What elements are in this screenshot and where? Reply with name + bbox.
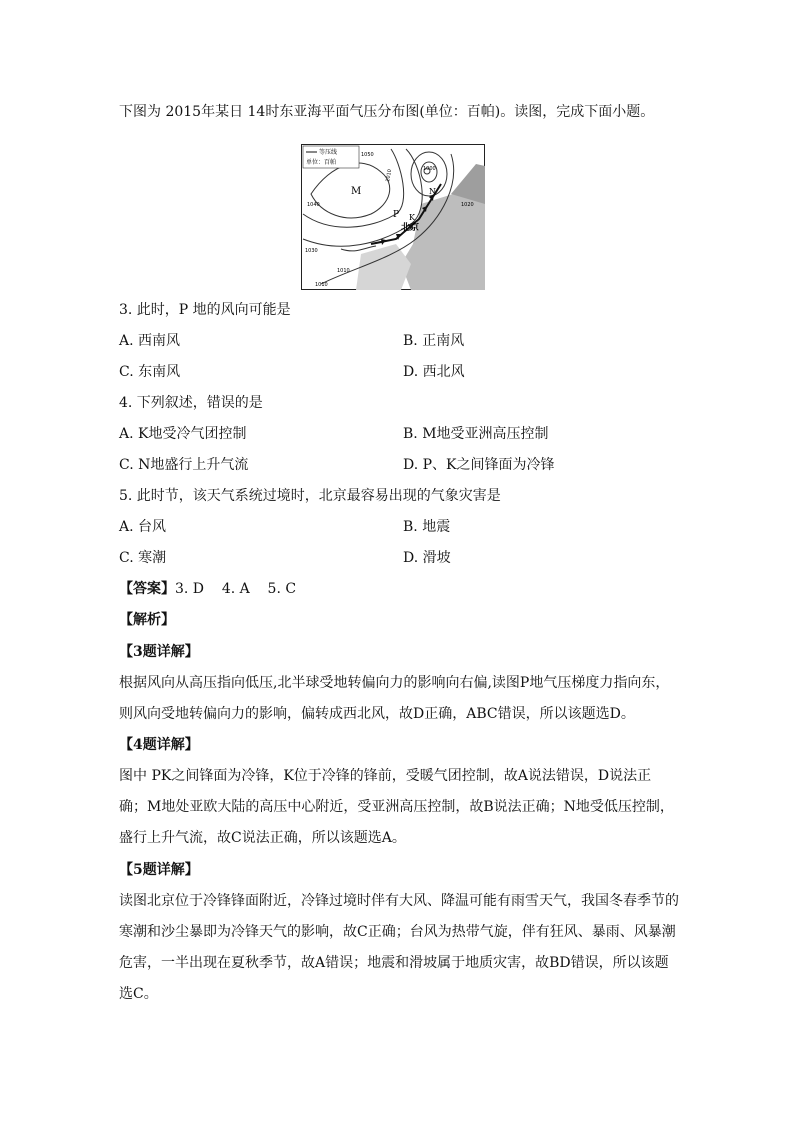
question-4-option-c: C. N地盛行上升气流 <box>119 457 249 473</box>
question-5-option-b: B. 地震 <box>403 519 451 535</box>
question-4-option-d: D. P、K之间锋面为冷锋 <box>403 457 555 473</box>
point-p: P <box>393 210 400 220</box>
question-4-option-b: B. M地受亚洲高压控制 <box>403 426 549 442</box>
question-3-option-c: C. 东南风 <box>119 364 181 380</box>
question-3-option-a: A. 西南风 <box>119 333 181 349</box>
detail-4-title: 【4题详解】 <box>119 737 199 753</box>
answer-line <box>119 579 296 599</box>
question-5-option-c: C. 寒潮 <box>119 550 167 566</box>
question-3-stem: 3. 此时，P 地的风向可能是 <box>119 302 291 318</box>
isobar-1010-a: 1010 <box>385 168 394 183</box>
point-n: N <box>429 187 436 196</box>
isobar-1010-c: 1010 <box>315 282 328 288</box>
isobar-1010-b: 1010 <box>337 268 350 274</box>
detail-3-text: 根据风向从高压指向低压,北半球受地转偏向力的影响向右偏,读图P地气压梯度力指向东，则风向受地转偏向力的影响，偏转成西北风，故D正确，ABC错误，所以该题选D。 <box>119 675 670 722</box>
question-5-option-a: A. 台风 <box>119 519 167 535</box>
legend-line-label: 等压线 <box>319 149 338 156</box>
city-beijing: 北京 <box>401 223 420 233</box>
legend-unit-label: 单位：百帕 <box>306 159 337 166</box>
question-5-option-d: D. 滑坡 <box>403 550 451 566</box>
isobar-1040: 1040 <box>307 202 320 208</box>
question-3-option-b: B. 正南风 <box>403 333 465 349</box>
isobar-map <box>301 144 485 290</box>
isobar-1050: 1050 <box>361 152 374 158</box>
answer-text: 3. D 4. A 5. C <box>175 581 297 597</box>
point-m: M <box>351 186 362 197</box>
detail-3-title: 【3题详解】 <box>119 644 199 660</box>
detail-5-text: 读图北京位于冷锋锋面附近，冷锋过境时伴有大风、降温可能有雨雪天气，我国冬春季节的寒潮和沙尘暴即为冷锋天气的影响，故C正确；台风为热带气旋，伴有狂风、暴雨、风暴潮危害，一半出现在夏秋季节，故A错误；地震和滑坡属于地质灾害，故BD错误，所以该题选C。 <box>119 893 679 1002</box>
answer-label: 【答案】 <box>119 581 175 597</box>
question-4-stem: 4. 下列叙述，错误的是 <box>119 395 263 411</box>
isobar-1030: 1030 <box>305 248 318 254</box>
point-k: K <box>409 213 415 222</box>
isobar-1020: 1020 <box>461 202 474 208</box>
question-5-stem: 5. 此时节，该天气系统过境时，北京最容易出现的气象灾害是 <box>119 488 501 504</box>
intro-text: 下图为 2015年某日 14时东亚海平面气压分布图(单位：百帕)。读图，完成下面小题。 <box>119 104 655 120</box>
question-3-option-d: D. 西北风 <box>403 364 465 380</box>
isobar-1000: 1000 <box>423 166 436 172</box>
analysis-label: 【解析】 <box>119 612 175 628</box>
detail-4-text: 图中 PK之间锋面为冷锋，K位于冷锋的锋前，受暖气团控制，故A说法错误，D说法正确；M地处亚欧大陆的高压中心附近，受亚洲高压控制，故B说法正确；N地受低压控制，盛行上升气流，故C说法正确，所以该题选A。 <box>119 768 674 846</box>
question-4-option-a: A. K地受冷气团控制 <box>119 426 247 442</box>
detail-5-title: 【5题详解】 <box>119 862 199 878</box>
